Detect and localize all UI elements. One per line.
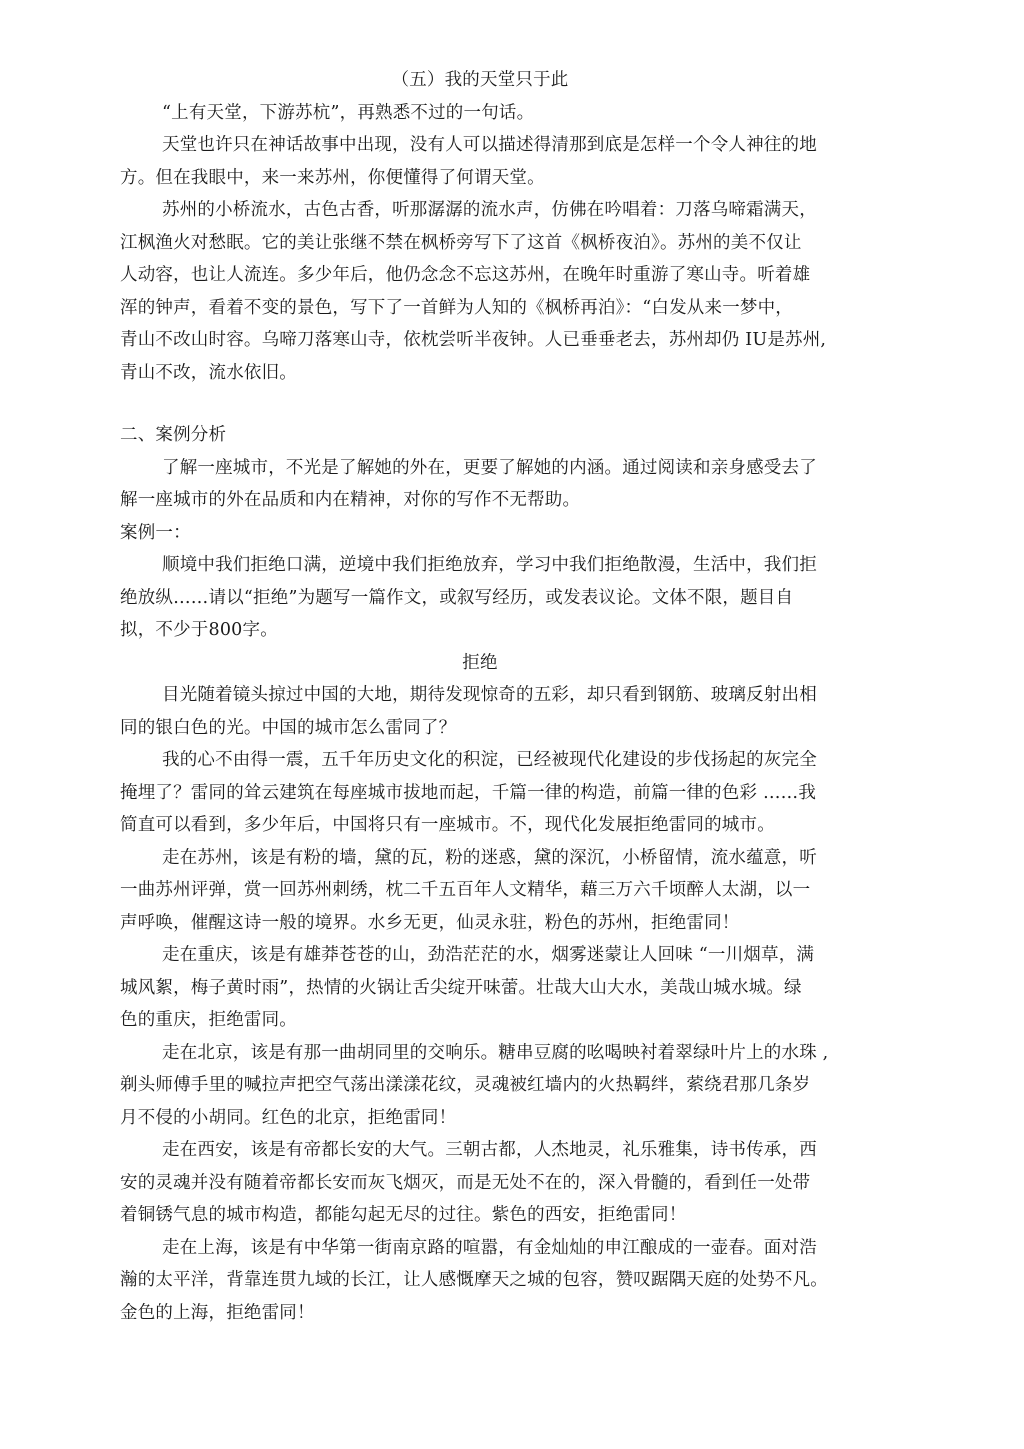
- paragraph-line: 青山不改，流水依旧。: [120, 362, 297, 383]
- paragraph-line: 简直可以看到，多少年后，中国将只有一座城市。不，现代化发展拒绝雷同的城市。: [120, 815, 775, 835]
- paragraph-line: 色的重庆，拒绝雷同。: [120, 1010, 297, 1030]
- paragraph-line: 走在西安，该是有帝都长安的大气。三朝古都，人杰地灵，礼乐雅集，诗书传承，西: [162, 1140, 817, 1160]
- spacer: [120, 389, 840, 419]
- paragraph-line: 金色的上海，拒绝雷同！: [120, 1302, 315, 1323]
- paragraph-line: 走在上海，该是有中华第一街南京路的喧嚣，有金灿灿的申江酿成的一壶春。面对浩: [162, 1237, 817, 1258]
- paragraph-line: 走在苏州，该是有粉的墙，黛的瓦，粉的迷惑，黛的深沉，小桥留情，流水蕴意，听: [162, 847, 817, 868]
- paragraph-line: “上有天堂，下游苏杭”，再熟悉不过的一句话。: [162, 102, 535, 123]
- paragraph-line: 解一座城市的外在品质和内在精神，对你的写作不无帮助。: [120, 490, 581, 510]
- paragraph-line: 城风絮，梅子黄时雨”，热情的火锅让舌尖绽开味蕾。壮哉大山大水，美哉山城水城。绿: [120, 977, 802, 998]
- paragraph-line: 拟，不少于800字。: [120, 620, 278, 640]
- paragraph-line: 顺境中我们拒绝口满，逆境中我们拒绝放弃，学习中我们拒绝散漫，生活中，我们拒: [162, 555, 817, 575]
- paragraph-line: 目光随着镜头掠过中国的大地，期待发现惊奇的五彩，却只看到钢筋、玻璃反射出相: [162, 685, 817, 705]
- document-page: [120, 64, 840, 1329]
- paragraph-line: 着铜锈气息的城市构造，都能勾起无尽的过往。紫色的西安，拒绝雷同！: [120, 1205, 687, 1225]
- paragraph-line: 浑的钟声，看着不变的景色，写下了一首鲜为人知的《枫桥再泊》：“白发从来一梦中，: [120, 297, 793, 318]
- paragraph-line: 瀚的太平洋，背靠连贯九域的长江，让人感慨摩天之城的包容，赞叹踞隅天庭的处势不凡。: [120, 1270, 828, 1290]
- paragraph-line: 走在重庆，该是有雄莽苍苍的山，劲浩茫茫的水，烟雾迷蒙让人回味 “一川烟草，满: [162, 945, 815, 965]
- paragraph-line: 苏州的小桥流水，古色古香，听那潺潺的流水声，仿佛在吟唱着：刀落乌啼霜满天，: [162, 200, 817, 220]
- paragraph-line: 一曲苏州评弹，赏一回苏州刺绣，枕二千五百年人文精华，藉三万六千顷醉人太湖，以一: [120, 880, 811, 900]
- paragraph-line: 月不侵的小胡同。红色的北京，拒绝雷同！: [120, 1107, 457, 1128]
- paragraph-line: 走在北京，该是有那一曲胡同里的交响乐。糖串豆腐的吆喝映衬着翠绿叶片上的水珠 ,: [162, 1042, 829, 1063]
- paragraph-line: 方。但在我眼中，来一来苏州，你便懂得了何谓天堂。: [120, 167, 545, 188]
- essay-title: 拒绝: [462, 652, 498, 673]
- section-title: （五）我的天堂只于此: [391, 70, 569, 90]
- paragraph-line: 青山不改山时容。乌啼刀落寒山寺，依枕尝听半夜钟。人已垂垂老去，苏州却仍 IU是苏州,: [120, 330, 827, 350]
- paragraph-line: 江枫渔火对愁眠。它的美让张继不禁在枫桥旁写下了这首《枫桥夜泊》。苏州的美不仅让: [120, 232, 802, 253]
- paragraph-line: 了解一座城市，不光是了解她的外在，更要了解她的内涵。通过阅读和亲身感受去了: [162, 457, 817, 478]
- paragraph-line: 我的心不由得一震，五千年历史文化的积淀，已经被现代化建设的步伐扬起的灰完全: [162, 750, 817, 770]
- paragraph-line: 天堂也许只在神话故事中出现，没有人可以描述得清那到底是怎样一个令人神往的地: [162, 135, 817, 155]
- paragraph-line: 声呼唤，催醒这诗一般的境界。水乡无更，仙灵永驻，粉色的苏州，拒绝雷同！: [120, 912, 740, 933]
- paragraph-line: 剃头师傅手里的喊拉声把空气荡出漾漾花纹，灵魂被红墙内的火热羁绊，萦绕君那几条岁: [120, 1075, 811, 1095]
- paragraph-line: 人动容，也让人流连。多少年后，他仍念念不忘这苏州，在晚年时重游了寒山寺。听着雄: [120, 265, 811, 285]
- paragraph-line: 同的银白色的光。中国的城市怎么雷同了？: [120, 717, 457, 738]
- case-label: 案例一：: [120, 522, 191, 543]
- section-heading: 二、案例分析: [120, 425, 227, 445]
- paragraph-line: 绝放纵……请以“拒绝”为题写一篇作文，或叙写经历，或发表议论。文体不限，题目自: [120, 587, 794, 608]
- paragraph-line: 安的灵魂并没有随着帝都长安而灰飞烟灭，而是无处不在的，深入骨髓的，看到任一处带: [120, 1172, 811, 1193]
- paragraph-line: 掩埋了？雷同的耸云建筑在每座城市拔地而起，千篇一律的构造，前篇一律的色彩 ……我: [120, 782, 817, 803]
